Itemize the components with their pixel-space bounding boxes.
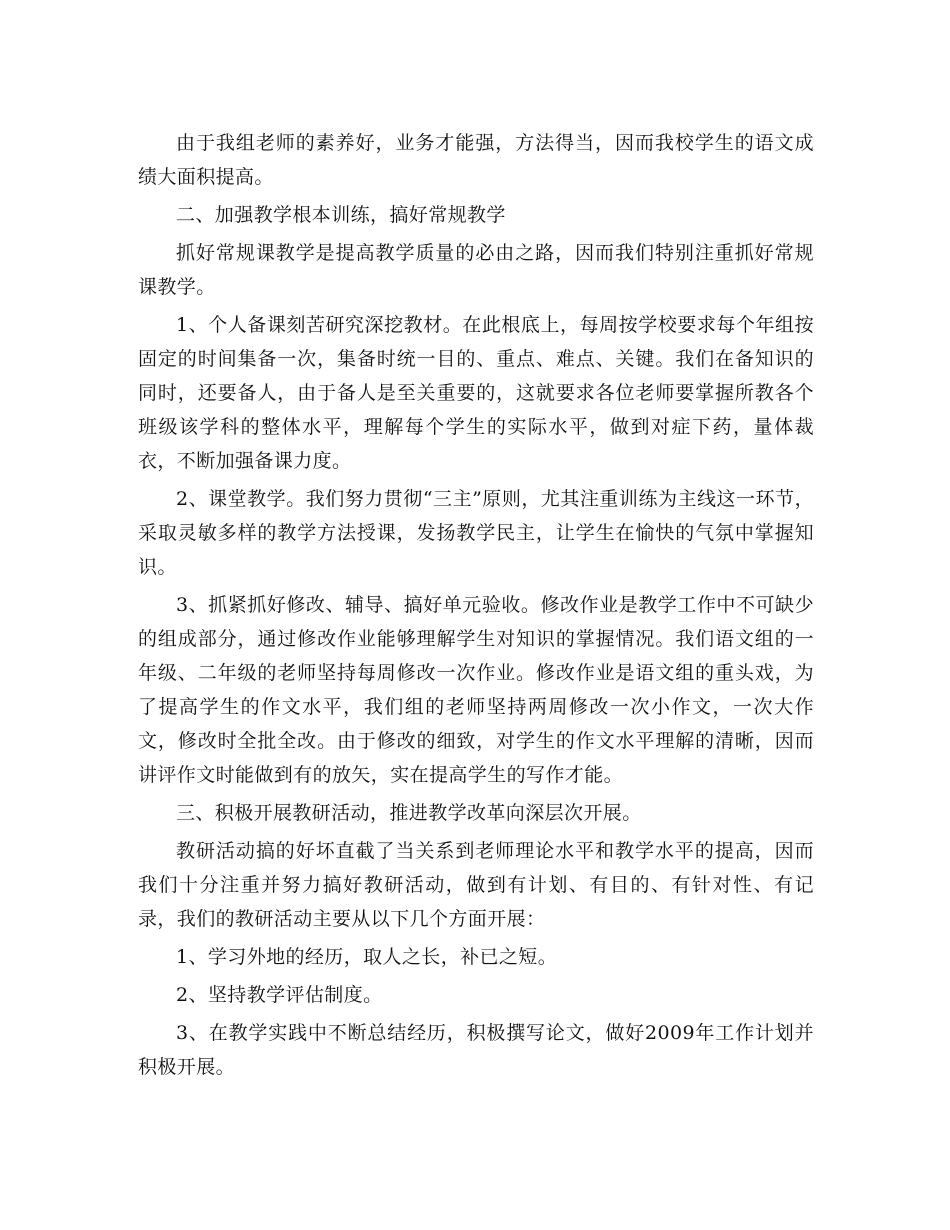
document-body xyxy=(138,126,814,1088)
list-item-evaluation-system: 2、坚持教学评估制度。 xyxy=(176,984,383,1006)
list-item-summarize-practice: 3、在教学实践中不断总结经历，积极撰写论文，做好2009年工作计划并积极开展。 xyxy=(138,1022,814,1078)
paragraph-homework-correction: 3、抓紧抓好修改、辅导、搞好单元验收。修改作业是教学工作中不可缺少的组成部分，通过修改作业能够理解学生对知识的掌握情况。我们语文组的一年级、二年级的老师坚持每周修改一次作业。修改作业是语文组的重头戏，为了提高学生的作文水平，我们组的老师坚持两周修改一次小作文，一次大作文，修改时全批全改。由于修改的细致，对学生的作文水平理解的清晰，因而讲评作文时能做到有的放矢，实在提高学生的写作才能。 xyxy=(138,594,814,786)
paragraph-research-activities: 教研活动搞的好坏直截了当关系到老师理论水平和教学水平的提高，因而我们十分注重并努力搞好教研活动，做到有计划、有目的、有针对性、有记录，我们的教研活动主要从以下几个方面开展： xyxy=(138,840,814,930)
paragraph-intro: 由于我组老师的素养好，业务才能强，方法得当，因而我校学生的语文成绩大面积提高。 xyxy=(138,132,814,188)
list-item-learn-experience: 1、学习外地的经历，取人之长，补已之短。 xyxy=(176,946,558,968)
section-heading-2: 二、加强教学根本训练，搞好常规教学 xyxy=(176,204,506,226)
section-heading-3: 三、积极开展教研活动，推进教学改革向深层次开展。 xyxy=(176,802,642,824)
paragraph-routine-teaching: 抓好常规课教学是提高教学质量的必由之路，因而我们特别注重抓好常规课教学。 xyxy=(138,242,814,298)
paragraph-classroom-teaching: 2、课堂教学。我们努力贯彻“三主”原则，尤其注重训练为主线这一环节，采取灵敏多样的教学方法授课，发扬教学民主，让学生在愉快的气氛中掌握知识。 xyxy=(138,488,814,578)
paragraph-lesson-prep: 1、个人备课刻苦研究深挖教材。在此根底上，每周按学校要求每个年组按固定的时间集备一次，集备时统一目的、重点、难点、关键。我们在备知识的同时，还要备人，由于备人是至关重要的，这就要求各位老师要掌握所教各个班级该学科的整体水平，理解每个学生的实际水平，做到对症下药，量体裁衣，不断加强备课力度。 xyxy=(138,314,814,472)
